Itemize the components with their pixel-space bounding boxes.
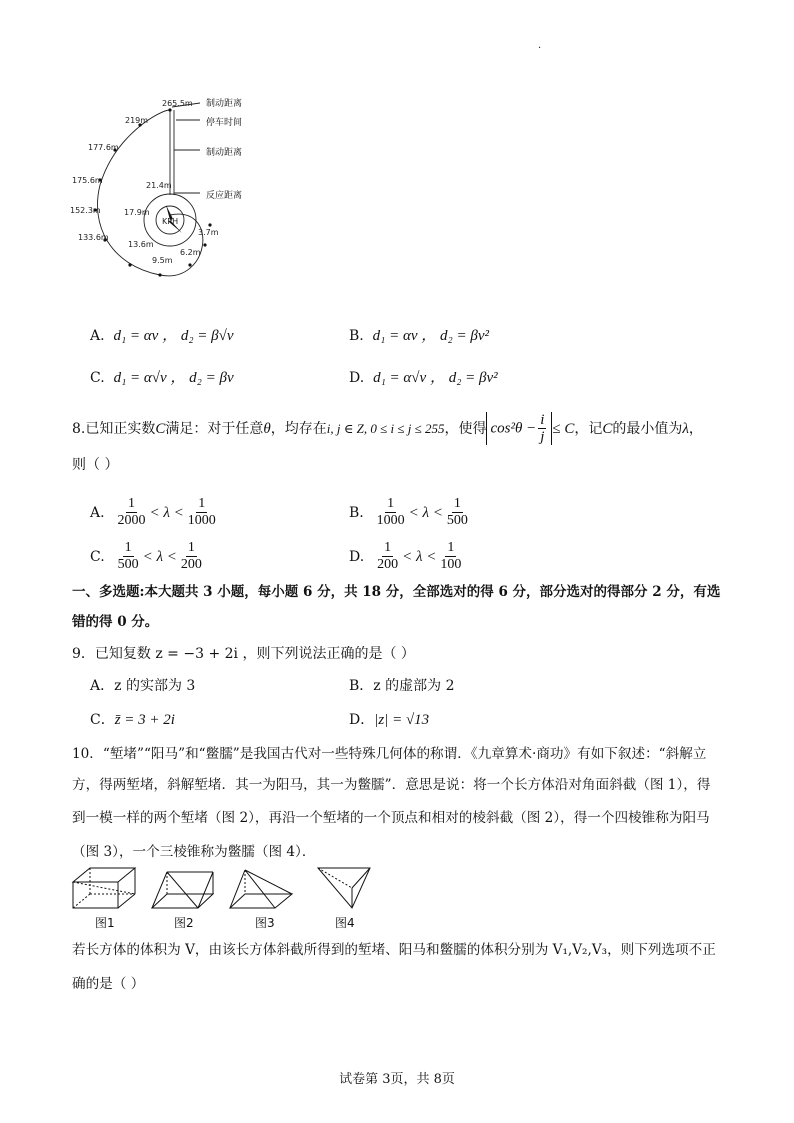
svg-text:KPH: KPH xyxy=(162,217,179,226)
page-footer: 试卷第 3页，共 8页 xyxy=(339,1072,455,1087)
q9-option-d: D．|z| = √13 xyxy=(349,712,430,728)
q8-abs-expression: cos²θ − $\frac{i}{j}$ xyxy=(486,412,552,445)
svg-text:177.6m: 177.6m xyxy=(88,143,119,152)
svg-text:17.9m: 17.9m xyxy=(124,208,150,217)
q8-stem: 8. 已知正实数 C 满足：对于任意 θ ，均存在 i, j ∈ Z, 0 ≤ i ≤ j ≤ 255 ，使得 cos²θ − $\frac{i}{j}$ ≤ C ，记 C 的最小值为 λ ， xyxy=(72,412,703,445)
fig-label-2: 图2 xyxy=(174,916,194,930)
svg-text:3.7m: 3.7m xyxy=(198,228,219,237)
q7-option-b: B. d₁ = αv ， d₂ = βv² xyxy=(349,328,489,344)
q10-line2: 方，得两堑堵，斜解堑堵．其一为阳马，其一为鳖臑”．意思是说：将一个长方体沿对角面斜截（图 1），得 xyxy=(72,777,711,793)
q8-then: 则（ ） xyxy=(72,457,119,473)
label-stop-time: 停车时间 xyxy=(206,118,243,128)
svg-text:175.6m: 175.6m xyxy=(72,176,103,185)
label-reaction-distance: 反应距离 xyxy=(206,191,243,201)
q7-option-c: C. d₁ = α√v ， d₂ = βv xyxy=(90,370,234,386)
q8-option-b: B. $\frac{1}{1000}$ < λ < $\frac{1}{500}$ xyxy=(349,496,468,528)
svg-text:219m: 219m xyxy=(125,116,149,125)
q9-option-a: A．z 的实部为 3 xyxy=(90,678,196,694)
q9-option-b: B．z 的虚部为 2 xyxy=(349,678,455,694)
q8-option-d: D. $\frac{1}{200}$ < λ < $\frac{1}{100}$ xyxy=(349,540,462,572)
q10-line3: 到一模一样的两个堑堵（图 2），再沿一个堑堵的一个顶点和相对的棱斜截（图 2），得一个四棱锥称为阳马 xyxy=(72,810,710,826)
q7-option-d: D. d₁ = α√v ， d₂ = βv² xyxy=(349,370,498,386)
q10-line5: 若长方体的体积为 V，由该长方体斜截所得到的堑堵、阳马和鳖臑的体积分别为 V₁,V₂,V₃，则下列选项不正 xyxy=(72,942,716,958)
label-braking-distance-1: 制动距离 xyxy=(206,99,243,109)
label-braking-distance-2: 制动距离 xyxy=(206,148,243,158)
q7-option-a: A. d₁ = αv ， d₂ = β√v xyxy=(90,328,234,344)
section-heading-line1: 一、多选题:本大题共 3 小题，每小题 6 分，共 18 分，全部选对的得 6 分，部分选对的得部分 2 分，有选 xyxy=(72,584,721,600)
top-dot: . xyxy=(538,40,542,51)
svg-text:265.5m: 265.5m xyxy=(162,99,193,108)
svg-text:152.3m: 152.3m xyxy=(70,206,101,215)
q9-option-c: C．z̄ = 3 + 2i xyxy=(90,712,175,728)
svg-text:6.2m: 6.2m xyxy=(180,248,201,257)
q8-option-c: C. $\frac{1}{500}$ < λ < $\frac{1}{200}$ xyxy=(90,540,202,572)
svg-text:9.5m: 9.5m xyxy=(152,256,173,265)
svg-text:133.6m: 133.6m xyxy=(78,233,109,242)
fig-label-3: 图3 xyxy=(255,916,275,930)
q9-stem: 9．已知复数 z = −3 + 2i ，则下列说法正确的是（ ） xyxy=(72,646,415,662)
section-heading-line2: 错的得 0 分。 xyxy=(72,614,159,630)
q10-line1: 10．“堑堵”“阳马”和“鳖臑”是我国古代对一些特殊几何体的称谓．《九章算术·商功》有如下叙述：“斜解立 xyxy=(72,746,707,762)
q10-figures xyxy=(70,864,390,914)
svg-text:21.4m: 21.4m xyxy=(146,181,172,190)
fig-label-1: 图1 xyxy=(95,916,115,930)
q10-line4: （图 3），一个三棱锥称为鳖臑（图 4）． xyxy=(72,844,316,860)
q10-line6: 确的是（ ） xyxy=(72,976,145,992)
q8-option-a: A. $\frac{1}{2000}$ < λ < $\frac{1}{1000}$ xyxy=(90,496,216,528)
svg-text:13.6m: 13.6m xyxy=(128,240,154,249)
fig-label-4: 图4 xyxy=(335,916,355,930)
